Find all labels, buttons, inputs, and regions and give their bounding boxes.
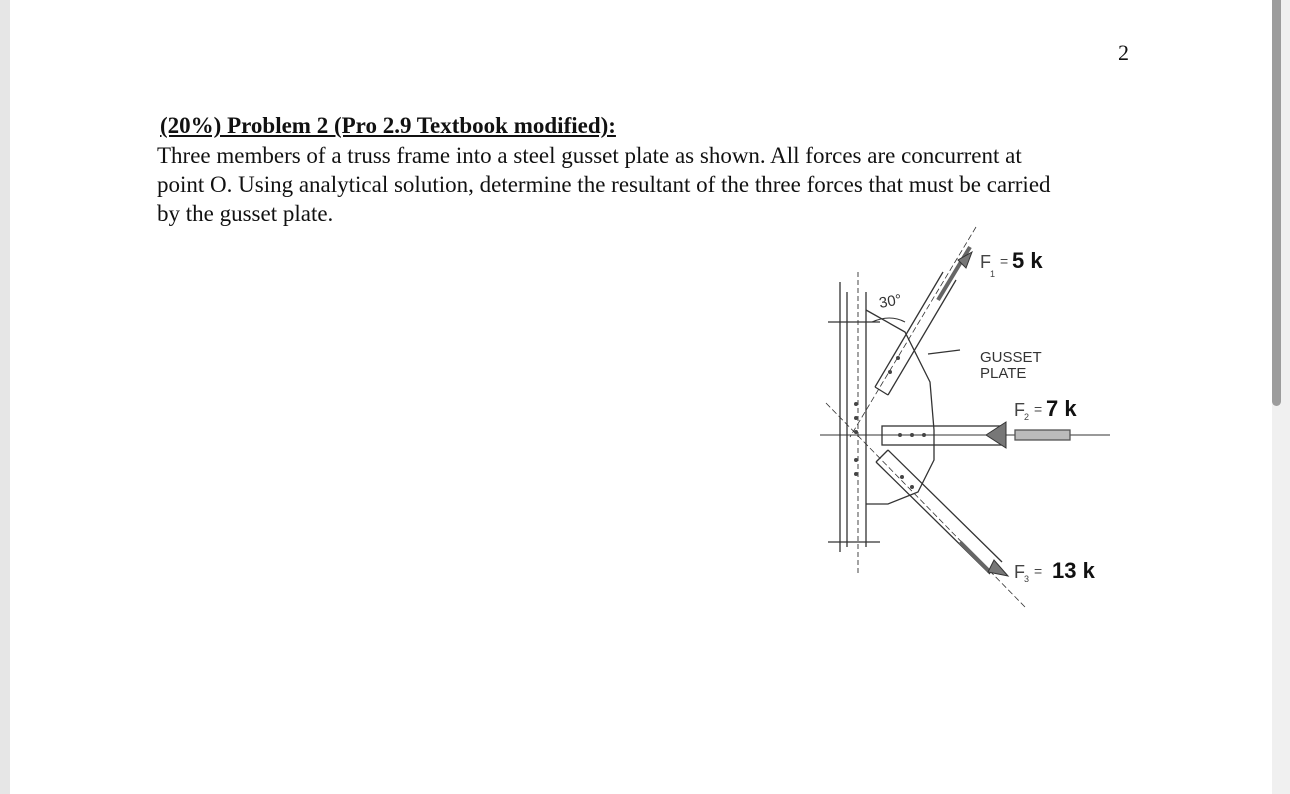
f1-subscript: 1 <box>990 269 996 279</box>
problem-statement <box>157 141 1147 228</box>
problem-line-3: by the gusset plate. <box>157 201 334 226</box>
force-arrow-f3 <box>988 560 1008 576</box>
f3-equals: = <box>1034 563 1043 579</box>
f3-subscript: 3 <box>1024 574 1030 584</box>
truss-gusset-figure <box>810 222 1130 612</box>
f1-equals: = <box>1000 253 1009 269</box>
page-number: 2 <box>1118 40 1129 65</box>
f1-value: 5 k <box>1012 248 1043 273</box>
f2-subscript: 2 <box>1024 412 1030 422</box>
member-3 <box>876 450 1002 574</box>
f2-equals: = <box>1034 401 1043 417</box>
member1-centerline <box>850 227 976 437</box>
gusset-label-line2: PLATE <box>980 365 1027 382</box>
f3-value: 13 k <box>1052 558 1095 583</box>
problem-title: (20%) Problem 2 (Pro 2.9 Textbook modified): <box>160 113 616 138</box>
problem-line-1: Three members of a truss frame into a steel gusset plate as shown. All forces are concurrent at <box>157 143 1022 168</box>
scrollbar-thumb[interactable] <box>1272 0 1281 406</box>
problem-line-2: point O. Using analytical solution, determine the resultant of the three forces that must be carried <box>157 172 1051 197</box>
angle-label: 30° <box>877 291 904 312</box>
f2-value: 7 k <box>1046 396 1077 421</box>
gusset-label-leader <box>928 350 960 354</box>
f1-symbol: F <box>980 252 991 272</box>
f3-symbol: F <box>1014 562 1025 582</box>
f2-symbol: F <box>1014 400 1025 420</box>
vertical-column <box>828 282 880 552</box>
gusset-plate-outline <box>866 310 934 504</box>
gusset-label-line1: GUSSET <box>980 349 1042 366</box>
